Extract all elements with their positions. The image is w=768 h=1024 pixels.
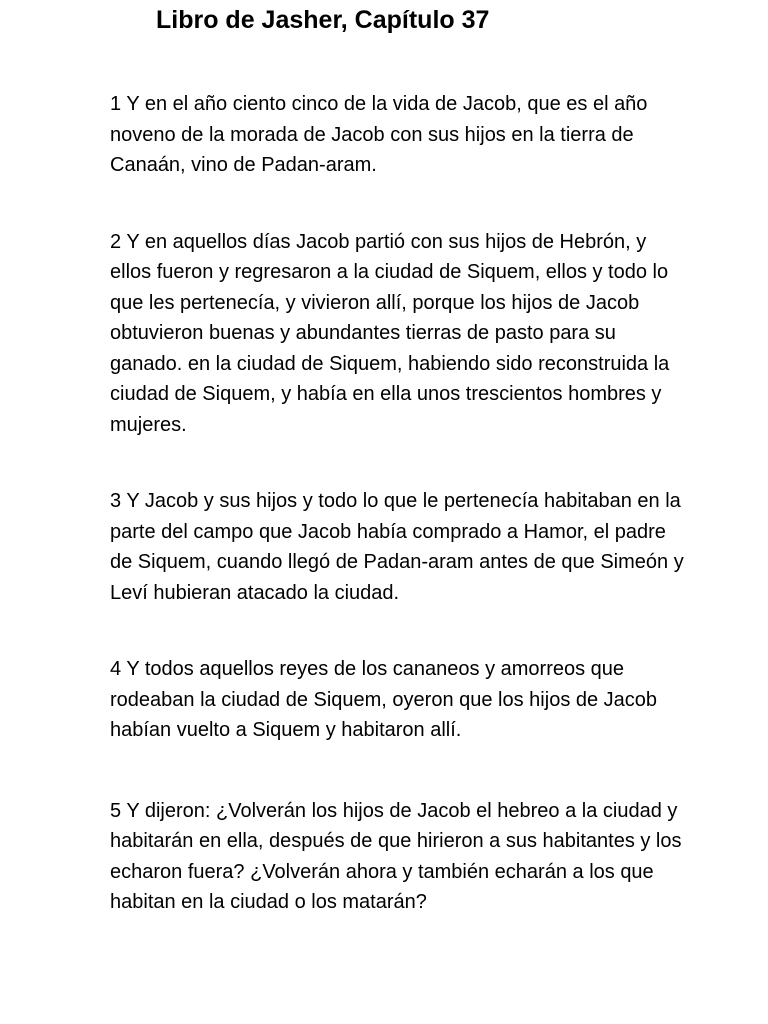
verse-5: 5 Y dijeron: ¿Volverán los hijos de Jacob el hebreo a la ciudad y habitarán en ella, después de que hirieron a sus habitantes y los echaron fuera? ¿Volverán ahora y también echarán a los que habitan en la ciudad o los matarán? (110, 799, 682, 913)
verse-2: 2 Y en aquellos días Jacob partió con sus hijos de Hebrón, y ellos fueron y regresaron a la ciudad de Siquem, ellos y todo lo que les pertenecía, y vivieron allí, porque los hijos de Jacob obtuvieron buenas y abundantes tierras de pasto para su ganado. en la ciudad de Siquem, habiendo sido reconstruida la ciudad de Siquem, y había en ella unos trescientos hombres y mujeres. (110, 230, 670, 436)
page-title: Libro de Jasher, Capítulo 37 (156, 6, 490, 34)
verse-list (110, 89, 690, 964)
verse-1: 1 Y en el año ciento cinco de la vida de Jacob, que es el año noveno de la morada de Jacob con sus hijos en la tierra de Canaán, vino de Padan-aram. (110, 93, 648, 176)
verse-3: 3 Y Jacob y sus hijos y todo lo que le pertenecía habitaban en la parte del campo que Jacob había comprado a Hamor, el padre de Siquem, cuando llegó de Padan-aram antes de que Simeón y Leví hubieran atacado la ciudad. (110, 490, 684, 604)
verse-4: 4 Y todos aquellos reyes de los cananeos y amorreos que rodeaban la ciudad de Siquem, oyeron que los hijos de Jacob habían vuelto a Siquem y habitaron allí. (110, 658, 658, 741)
